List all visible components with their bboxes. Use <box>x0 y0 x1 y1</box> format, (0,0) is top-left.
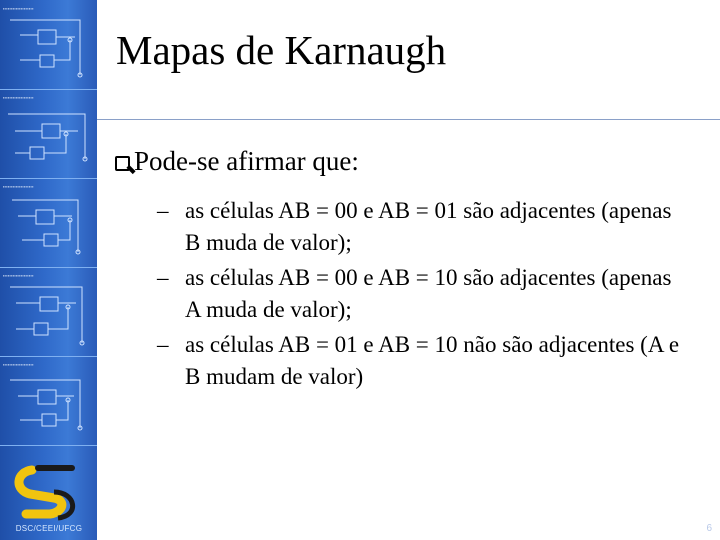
list-item-text: as células AB = 00 e AB = 01 são adjacentes (apenas B muda de valor); <box>185 198 672 255</box>
checkbox-bullet-icon <box>115 156 130 171</box>
dash-bullet: – <box>157 265 169 290</box>
circuit-diagram-icon <box>0 178 97 267</box>
circuit-diagram-icon <box>0 356 97 445</box>
main-bullet-text: Pode-se afirmar que: <box>134 146 359 176</box>
list-item <box>157 262 705 326</box>
department-label: DSC/CEEI/UFCG <box>15 524 83 533</box>
sub-bullet-list <box>115 195 705 393</box>
circuit-panel: ▪▪▪▪▪▪▪▪▪▪▪▪▪▪▪▪▪▪▪ <box>0 89 97 179</box>
circuit-diagram-icon <box>0 267 97 356</box>
circuit-diagram-icon <box>0 89 97 178</box>
circuit-panel: ▪▪▪▪▪▪▪▪▪▪▪▪▪▪▪▪▪▪▪ <box>0 267 97 357</box>
dash-bullet: – <box>157 332 169 357</box>
slide-title: Mapas de Karnaugh <box>116 27 447 73</box>
title-divider <box>97 119 720 120</box>
circuit-diagram-icon <box>0 0 97 89</box>
circuit-panel: ▪▪▪▪▪▪▪▪▪▪▪▪▪▪▪▪▪▪▪ <box>0 178 97 268</box>
page-number: 6 <box>706 523 712 534</box>
circuit-panel: ▪▪▪▪▪▪▪▪▪▪▪▪▪▪▪▪▪▪▪ <box>0 356 97 446</box>
main-bullet <box>115 146 705 177</box>
decorative-sidebar <box>0 0 97 540</box>
dash-bullet: – <box>157 198 169 223</box>
circuit-panel: ▪▪▪▪▪▪▪▪▪▪▪▪▪▪▪▪▪▪▪ <box>0 0 97 90</box>
slide-body <box>115 146 705 396</box>
list-item-text: as células AB = 00 e AB = 10 são adjacentes (apenas A muda de valor); <box>185 265 672 322</box>
list-item-text: as células AB = 01 e AB = 10 não são adjacentes (A e B mudam de valor) <box>185 332 680 389</box>
department-logo-icon <box>10 462 88 522</box>
list-item <box>157 195 705 259</box>
list-item <box>157 329 705 393</box>
